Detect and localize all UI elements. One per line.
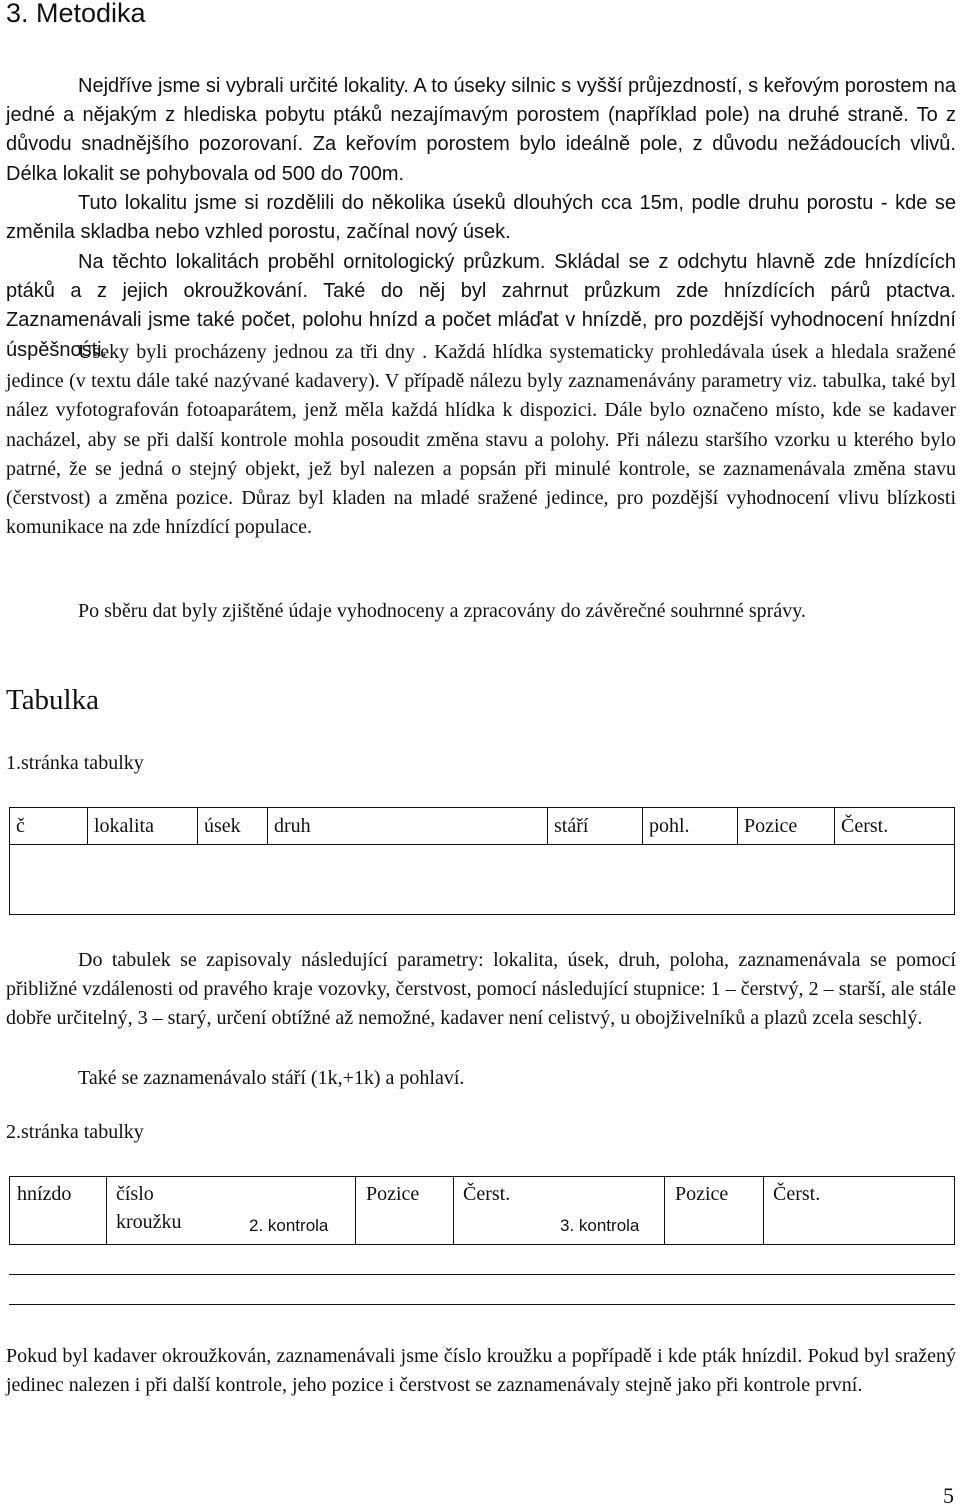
col-cislo-line2: kroužku (116, 1211, 182, 1233)
paragraph-8: Pokud byl kadaver okroužkován, zaznamenávali jsme číslo kroužku a popřípadě i kde pták hnízdil. Pokud byl sražený jedinec nalezen i při další kontrole, jeho pozice i čerstvost se zaznamenávaly stejně jako při kontrole první. (6, 1345, 956, 1397)
paragraph-5: Po sběru dat byly zjištěné údaje vyhodnoceny a zpracovány do závěrečné souhrnné správy. (78, 600, 806, 622)
section-heading: 3. Metodika (6, 0, 146, 28)
table-2-col-line (355, 1176, 356, 1244)
table-2-col-line (664, 1176, 665, 1244)
table-2-col-line (453, 1176, 454, 1244)
table-2-col-line (106, 1176, 107, 1244)
kontrola-3-label: 3. kontrola (560, 1216, 640, 1235)
table-1-header-cell: pohl. (643, 808, 738, 844)
table-2 (9, 1176, 955, 1306)
col-cislo-line1: číslo (116, 1183, 154, 1205)
paragraph-6: Do tabulek se zapisovaly následující parametry: lokalita, úsek, druh, poloha, zaznamenávala se pomocí přibližné vzdálenosti od pravého kraje vozovky, čerstvost, pomocí následující stupnice: 1 – čerstvý, 2 – starší, ale stále dobře určitelný, 3 – starý, určení obtížné až nemožné, kadaver není celistvý, u obojživelníků a plazů zcela seschlý. (6, 949, 956, 1030)
col-cerst-2: Čerst. (463, 1183, 511, 1205)
table-2-col-line (954, 1176, 955, 1244)
col-hnizdo: hnízdo (17, 1183, 72, 1205)
paragraph-1: Nejdříve jsme si vybrali určité lokality. A to úseky silnic s vyšší průjezdností, s keřovým porostem na jedné a nějakým z hlediska pobytu ptáků nezajímavým porostem (například pole) na druhé straně. To z důvodu snadnějšího pozorovaní. Za keřovím porostem bylo ideálně pole, z důvodu nežádoucích vlivů. Délka lokalit se pohybovala od 500 do 700m. (6, 75, 956, 185)
table-1-header-row (10, 808, 954, 845)
paragraph-4: Úseky byli procházeny jednou za tři dny . Každá hlídka systematicky prohledávala úsek a hledala sražené jedince (v textu dále také nazývané kadavery). V případě nálezu byly zaznamenávány parametry viz. tabulka, také byl nález vyfotografován fotoaparátem, jenž měla každá hlídka k dispozici. Dále bylo označeno místo, kde se kadaver nacházel, aby se při další kontrole mohla posoudit změna stavu a polohy. Při nálezu staršího vzorku u kterého bylo patrné, že se jedná o stejný objekt, jež byl nalezen a popsán při minulé kontrole, se zaznamenávala změna stavu (čerstvost) a změna pozice. Důraz byl kladen na mladé sražené jedince, pro pozdější vyhodnocení vlivu blízkosti komunikace na zde hnízdící populace. (6, 341, 956, 539)
table-1-header-cell: stáří (548, 808, 643, 844)
table1-caption: 1.stránka tabulky (6, 752, 144, 774)
table-1-header-cell: druh (268, 808, 548, 844)
col-pozice-2: Pozice (366, 1183, 420, 1205)
paragraph-2: Tuto lokalitu jsme si rozdělili do několika úseků dlouhých cca 15m, podle druhu porostu - kde se změnila skladba nebo vzhled porostu, začínal nový úsek. (6, 192, 956, 244)
table-1-header-cell: úsek (198, 808, 268, 844)
paragraph-7: Také se zaznamenávalo stáří (1k,+1k) a pohlaví. (78, 1067, 465, 1089)
col-pozice-3: Pozice (675, 1183, 729, 1205)
kontrola-2-label: 2. kontrola (249, 1216, 329, 1235)
paragraph-3: Na těchto lokalitách proběhl ornitologický průzkum. Skládal se z odchytu hlavně zde hnízdících ptáků a z jejich okroužkování. Také do něj byl zahrnut průzkum zde hnízdících párů ptactva. Zaznamenávali jsme také počet, polohu hnízd a počet mláďat v hnízdě, pro pozdější vyhodnocení hnízdní úspěšnosti. (6, 251, 956, 361)
col-cerst-3: Čerst. (773, 1183, 821, 1205)
table-1 (9, 807, 955, 915)
table-2-header-bottom-line (9, 1244, 955, 1245)
table-2-bottom-line (9, 1304, 955, 1305)
table2-caption: 2.stránka tabulky (6, 1121, 144, 1143)
table-2-col-line (763, 1176, 764, 1244)
table-section-title: Tabulka (6, 684, 99, 716)
table-2-top-line (9, 1176, 955, 1177)
table-1-header-cell: Čerst. (841, 815, 889, 837)
table-2-col-line (9, 1176, 10, 1244)
table-1-header-cell: č (10, 808, 88, 844)
table-2-row-line (9, 1274, 955, 1275)
table-1-header-cell: Pozice (738, 808, 835, 844)
table-1-header-cell: lokalita (88, 808, 198, 844)
page-number: 5 (943, 1483, 954, 1508)
